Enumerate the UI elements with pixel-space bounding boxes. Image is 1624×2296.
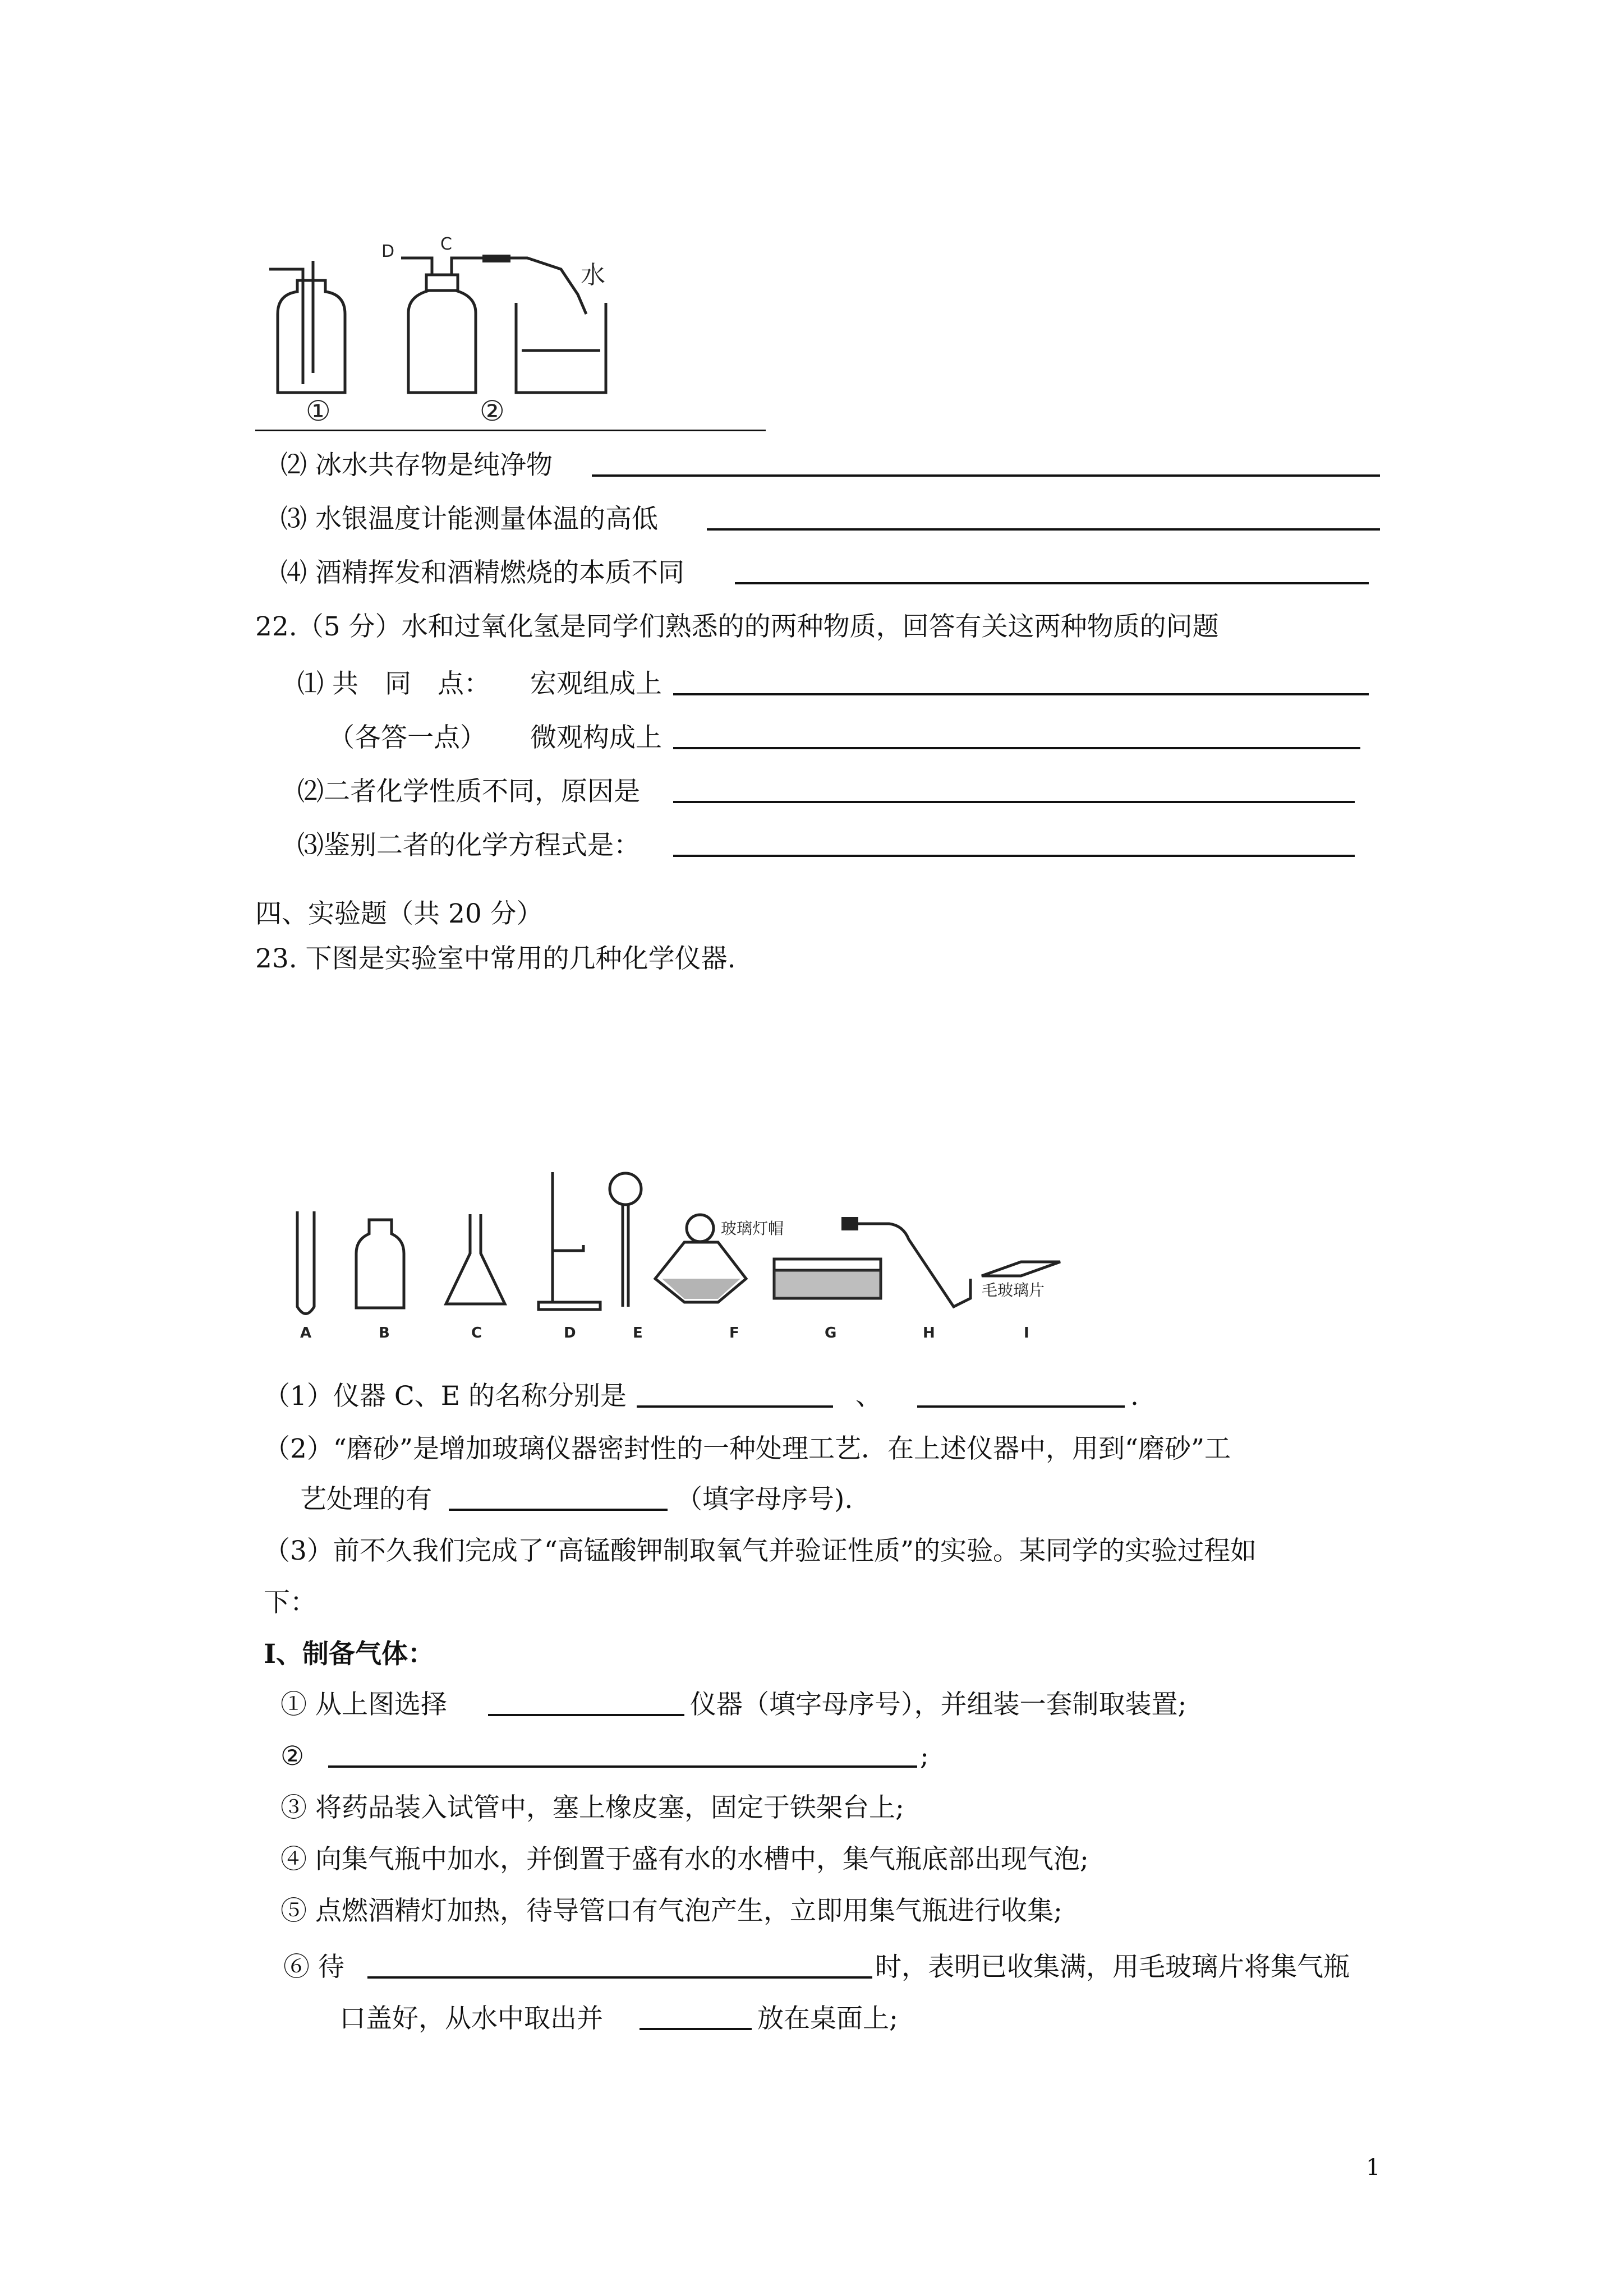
gas-bottle-figure bbox=[247, 234, 785, 437]
q22-part1-label: ⑴ 共 同 点： bbox=[297, 668, 490, 699]
step-2-tail: ; bbox=[920, 1741, 929, 1772]
q23-part1-end: . bbox=[1130, 1381, 1139, 1412]
answer-line[interactable] bbox=[592, 474, 1380, 477]
q23-part1-sep: 、 bbox=[855, 1381, 882, 1412]
water-label: 水 bbox=[581, 261, 605, 289]
plate-i bbox=[982, 1262, 1060, 1276]
test-tube-a bbox=[297, 1211, 314, 1314]
q22-part2: ⑵二者化学性质不同，原因是 bbox=[297, 776, 640, 807]
q23-part3-line2: 下： bbox=[264, 1587, 316, 1618]
q21-item-3: ⑶ 水银温度计能测量体温的高低 bbox=[280, 504, 658, 534]
q23-part2-line2: 艺处理的有 bbox=[300, 1484, 432, 1515]
answer-line[interactable] bbox=[673, 801, 1355, 803]
q22-stem: 22.（5 分）水和过氧化氢是同学们熟悉的的两种物质，回答有关这两种物质的问题 bbox=[255, 611, 1219, 642]
funnel-e bbox=[610, 1173, 641, 1205]
bottle-b bbox=[356, 1220, 404, 1308]
step-4: ④ 向集气瓶中加水，并倒置于盛有水的水槽中，集气瓶底部出现气泡; bbox=[280, 1844, 1089, 1875]
flask-c bbox=[446, 1214, 505, 1304]
step-2: ② bbox=[280, 1741, 305, 1772]
q22-part1-micro: 微观构成上 bbox=[530, 722, 662, 753]
lamp-cap-label: 玻璃灯帽 bbox=[721, 1219, 784, 1238]
glass-plate-label: 毛玻璃片 bbox=[982, 1281, 1045, 1299]
q21-item-2: ⑵ 冰水共存物是纯净物 bbox=[280, 450, 553, 481]
answer-line[interactable] bbox=[640, 2028, 752, 2030]
q23-part2-line1: （2）“磨砂”是增加玻璃仪器密封性的一种处理工艺．在上述仪器中，用到“磨砂”工 bbox=[264, 1433, 1231, 1464]
letter-c: C bbox=[440, 234, 452, 254]
page-number: 1 bbox=[1366, 2155, 1381, 2180]
step-1-tail: 仪器（填字母序号），并组装一套制取装置; bbox=[690, 1689, 1187, 1720]
q22-part1-note: （各答一点） bbox=[328, 722, 486, 753]
bottle-2-label: ② bbox=[480, 395, 505, 427]
q23-part2-tail: （填字母序号). bbox=[676, 1484, 853, 1515]
answer-line[interactable] bbox=[488, 1714, 684, 1716]
letter-f: F bbox=[729, 1325, 739, 1341]
answer-line[interactable] bbox=[449, 1509, 668, 1511]
answer-line[interactable] bbox=[328, 1765, 917, 1768]
letter-i: I bbox=[1024, 1325, 1029, 1341]
letter-h: H bbox=[923, 1325, 935, 1341]
answer-line[interactable] bbox=[673, 855, 1355, 857]
step-5: ⑤ 点燃酒精灯加热，待导管口有气泡产生，立即用集气瓶进行收集; bbox=[280, 1896, 1062, 1926]
q22-part3: ⑶鉴别二者的化学方程式是： bbox=[297, 830, 640, 861]
step-6-line2-tail: 放在桌面上; bbox=[757, 2003, 898, 2034]
answer-line[interactable] bbox=[673, 693, 1369, 695]
letter-g: G bbox=[825, 1325, 837, 1341]
letter-e: E bbox=[633, 1325, 643, 1341]
step-3: ③ 将药品装入试管中，塞上橡皮塞，固定于铁架台上; bbox=[280, 1792, 904, 1823]
bottle-1-label: ① bbox=[306, 395, 331, 427]
step-6: ⑥ 待 bbox=[283, 1952, 344, 1983]
step-1: ① 从上图选择 bbox=[280, 1689, 447, 1720]
section-heading: 四、实验题（共 20 分） bbox=[255, 898, 543, 929]
answer-line[interactable] bbox=[637, 1405, 833, 1408]
letter-d: D bbox=[564, 1325, 576, 1341]
answer-line[interactable] bbox=[367, 1976, 872, 1979]
q21-item-4: ⑷ 酒精挥发和酒精燃烧的本质不同 bbox=[280, 557, 684, 588]
figure-underline bbox=[255, 430, 766, 431]
answer-line[interactable] bbox=[917, 1405, 1125, 1408]
q23-part1: （1）仪器 C、E 的名称分别是 bbox=[264, 1381, 627, 1412]
answer-line[interactable] bbox=[735, 582, 1369, 584]
lamp-f bbox=[687, 1215, 714, 1242]
answer-line[interactable] bbox=[707, 528, 1380, 531]
q22-part1-macro: 宏观组成上 bbox=[530, 668, 662, 699]
q23-part3-line1: （3）前不久我们完成了“高锰酸钾制取氧气并验证性质”的实验。某同学的实验过程如 bbox=[264, 1536, 1257, 1566]
answer-line[interactable] bbox=[673, 747, 1360, 749]
letter-d: D bbox=[381, 242, 395, 261]
instruments-figure bbox=[269, 1155, 1223, 1352]
step-6-tail: 时，表明已收集满，用毛玻璃片将集气瓶 bbox=[875, 1952, 1350, 1983]
q23-stem: 23. 下图是实验室中常用的几种化学仪器. bbox=[255, 943, 736, 974]
subheading-prepare-gas: Ⅰ、制备气体： bbox=[264, 1639, 434, 1670]
letter-b: B bbox=[379, 1325, 390, 1341]
letter-a: A bbox=[300, 1325, 312, 1341]
step-6-line2: 口盖好，从水中取出并 bbox=[339, 2003, 603, 2034]
letter-c: C bbox=[471, 1325, 482, 1341]
